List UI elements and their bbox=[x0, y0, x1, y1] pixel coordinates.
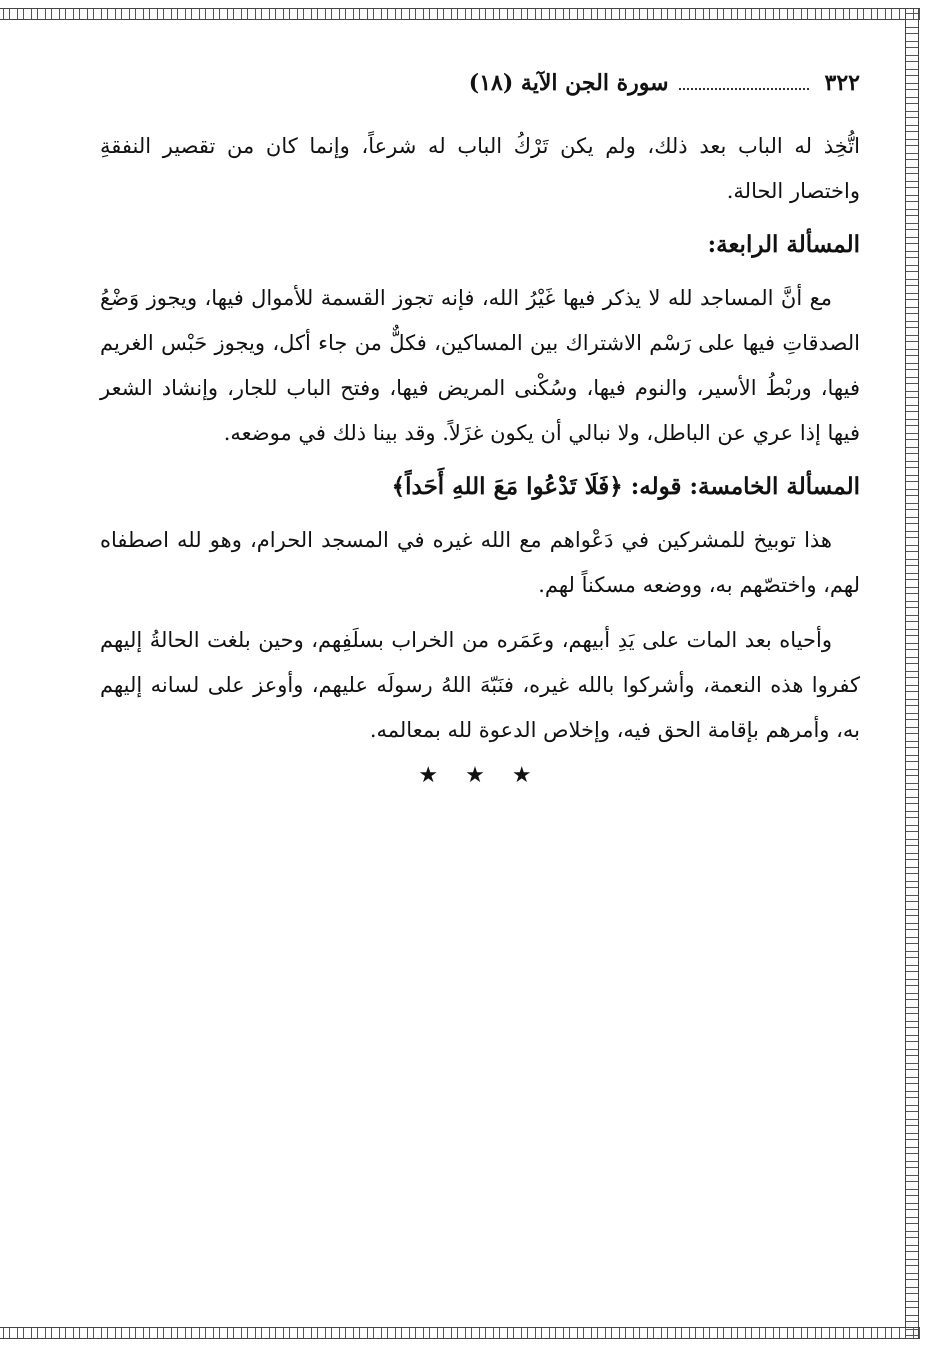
paragraph-4: وأحياه بعد المات على يَدِ أبيهم، وعَمَره من الخراب بسلَفِهم، وحين بلغت الحالةُ إليهم كفروا هذه النعمة، وأشركوا بالله غيره، فنَبّهَ اللهُ رسولَه عليهم، وأوعز على لسانه إليهم به، وأمرهم بإقامة الحق فيه، وإخلاص الدعوة لله بمعالمه. bbox=[100, 628, 860, 742]
book-page bbox=[100, 70, 860, 788]
paragraph-1: اتُّخِذ له الباب بعد ذلك، ولم يكن تَرْكُ الباب له شرعاً، وإنما كان من تقصير النفقةِ واختصار الحالة. bbox=[100, 134, 860, 203]
quran-verse: ﴿فَلَا تَدْعُوا مَعَ اللهِ أَحَداً﴾ bbox=[391, 473, 623, 500]
page-number: ٣٢٢ bbox=[824, 70, 860, 96]
header-leader-dots bbox=[679, 88, 809, 90]
paragraph-2: مع أنَّ المساجد لله لا يذكر فيها غَيْرُ الله، فإنه تجوز القسمة للأموال فيها، ويجوز وَضْعُ الصدقاتِ فيها على رَسْم الاشتراك بين المساكين، فكلٌّ من جاء أكل، ويجوز حَبْس الغريم فيها، وربْطُ الأسير، والنوم فيها، وسُكْنى المريض فيها، وفتح الباب للجار، وإنشاد الشعر فيها إذا عري عن الباطل، ولا نبالي أن يكون غزَلاً. وقد بينا ذلك في موضعه. bbox=[100, 286, 860, 445]
right-decorative-border bbox=[905, 8, 919, 1339]
heading-fifth-issue bbox=[100, 466, 860, 508]
section-end-stars: ★ ★ ★ bbox=[418, 763, 542, 788]
bottom-decorative-border bbox=[0, 1327, 920, 1339]
heading-fifth-label: المسألة الخامسة: قوله: bbox=[630, 473, 860, 500]
top-decorative-border bbox=[0, 8, 920, 20]
heading-fourth-issue: المسألة الرابعة: bbox=[707, 231, 860, 258]
page-header bbox=[100, 70, 860, 106]
running-title: سورة الجن الآية (١٨) bbox=[468, 70, 669, 96]
paragraph-3: هذا توبيخ للمشركين في دَعْواهم مع الله غيره في المسجد الحرام، وهو لله اصطفاه لهم، واختصّهم به، ووضعه مسكناً لهم. bbox=[100, 528, 860, 597]
